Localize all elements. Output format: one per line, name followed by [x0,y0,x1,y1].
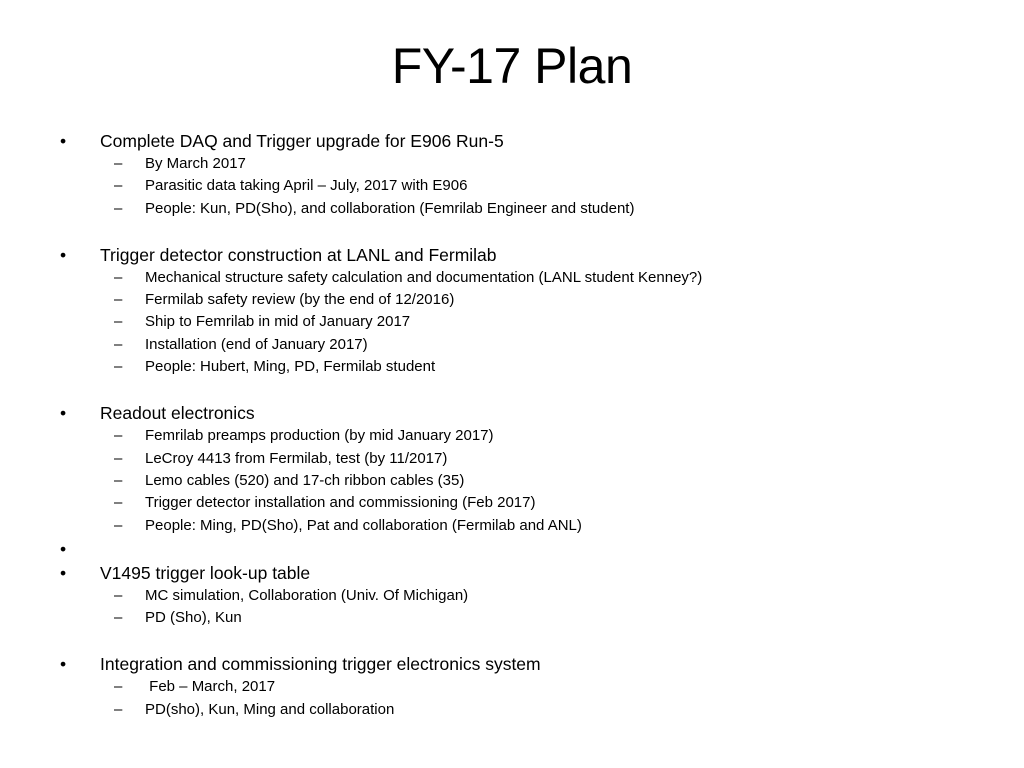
dash-icon: – [114,313,123,331]
bullet-icon: • [60,654,67,675]
sub-item-text: PD(sho), Kun, Ming and collaboration [145,700,395,718]
dash-icon: – [114,291,123,309]
dash-icon: – [114,678,123,696]
sub-item [0,607,1024,629]
dash-icon: – [114,177,123,195]
sub-item [0,198,1024,220]
bullet-text: V1495 trigger look-up table [100,562,311,583]
sub-item [0,175,1024,197]
sub-item-text: Installation (end of January 2017) [145,335,368,353]
spacer [0,220,1024,243]
dash-icon: – [114,609,123,627]
sub-item-text: People: Hubert, Ming, PD, Fermilab student [145,358,436,376]
sub-item-text: Parasitic data taking April – July, 2017 with E906 [145,177,468,195]
dash-icon: – [114,449,123,467]
sub-item-text: Lemo cables (520) and 17-ch ribbon cables (35) [145,471,465,489]
dash-icon: – [114,427,123,445]
spacer [0,629,1024,652]
dash-icon: – [114,155,123,172]
sub-item-text: LeCroy 4413 from Fermilab, test (by 11/2017) [145,449,448,467]
sub-item [0,153,1024,175]
sub-item-text: MC simulation, Collaboration (Univ. Of Michigan) [145,586,469,604]
sub-item-text: Feb – March, 2017 [145,678,276,696]
sub-item-text: Mechanical structure safety calculation and documentation (LANL student Kenney?) [145,268,703,286]
sub-item [0,699,1024,721]
bullet-icon: • [60,403,67,424]
bullet-icon: • [60,538,67,559]
sub-item [0,492,1024,514]
sub-item [0,334,1024,356]
sub-item-text: PD (Sho), Kun [145,609,242,627]
dash-icon: – [114,268,123,286]
sub-item [0,515,1024,537]
dash-icon: – [114,358,123,376]
sub-item [0,425,1024,447]
spacer [0,378,1024,401]
sub-item [0,676,1024,698]
slide-content [0,129,1024,721]
bullet-text: Integration and commissioning trigger electronics system [100,654,541,675]
bullet-icon: • [60,562,67,583]
bullet-item [0,129,1024,153]
sub-item [0,470,1024,492]
sub-item [0,356,1024,378]
slide-title: FY-17 Plan [391,38,633,94]
dash-icon: – [114,516,123,534]
sub-item [0,585,1024,607]
sub-item-text: By March 2017 [145,155,246,172]
sub-item-text: People: Ming, PD(Sho), Pat and collaboration (Fermilab and ANL) [145,516,582,534]
dash-icon: – [114,700,123,718]
sub-item-text: Trigger detector installation and commissioning (Feb 2017) [145,494,536,512]
bullet-item-empty [0,537,1024,561]
dash-icon: – [114,471,123,489]
sub-item [0,311,1024,333]
sub-item [0,267,1024,289]
bullet-text: Trigger detector construction at LANL and Fermilab [100,244,497,265]
sub-item-text: Ship to Femrilab in mid of January 2017 [145,313,411,331]
sub-item-text: People: Kun, PD(Sho), and collaboration (Femrilab Engineer and student) [145,199,635,217]
dash-icon: – [114,335,123,353]
bullet-item [0,243,1024,267]
sub-item [0,289,1024,311]
bullet-item [0,401,1024,425]
bullet-text: Complete DAQ and Trigger upgrade for E906 Run-5 [100,131,504,151]
dash-icon: – [114,494,123,512]
sub-item-text: Fermilab safety review (by the end of 12/2016) [145,291,455,309]
bullet-icon: • [60,131,67,151]
dash-icon: – [114,586,123,604]
bullet-icon: • [60,244,67,265]
sub-item [0,448,1024,470]
bullet-item [0,652,1024,676]
dash-icon: – [114,199,123,217]
sub-item-text: Femrilab preamps production (by mid January 2017) [145,427,494,445]
bullet-text: Readout electronics [100,403,255,424]
bullet-item [0,561,1024,585]
